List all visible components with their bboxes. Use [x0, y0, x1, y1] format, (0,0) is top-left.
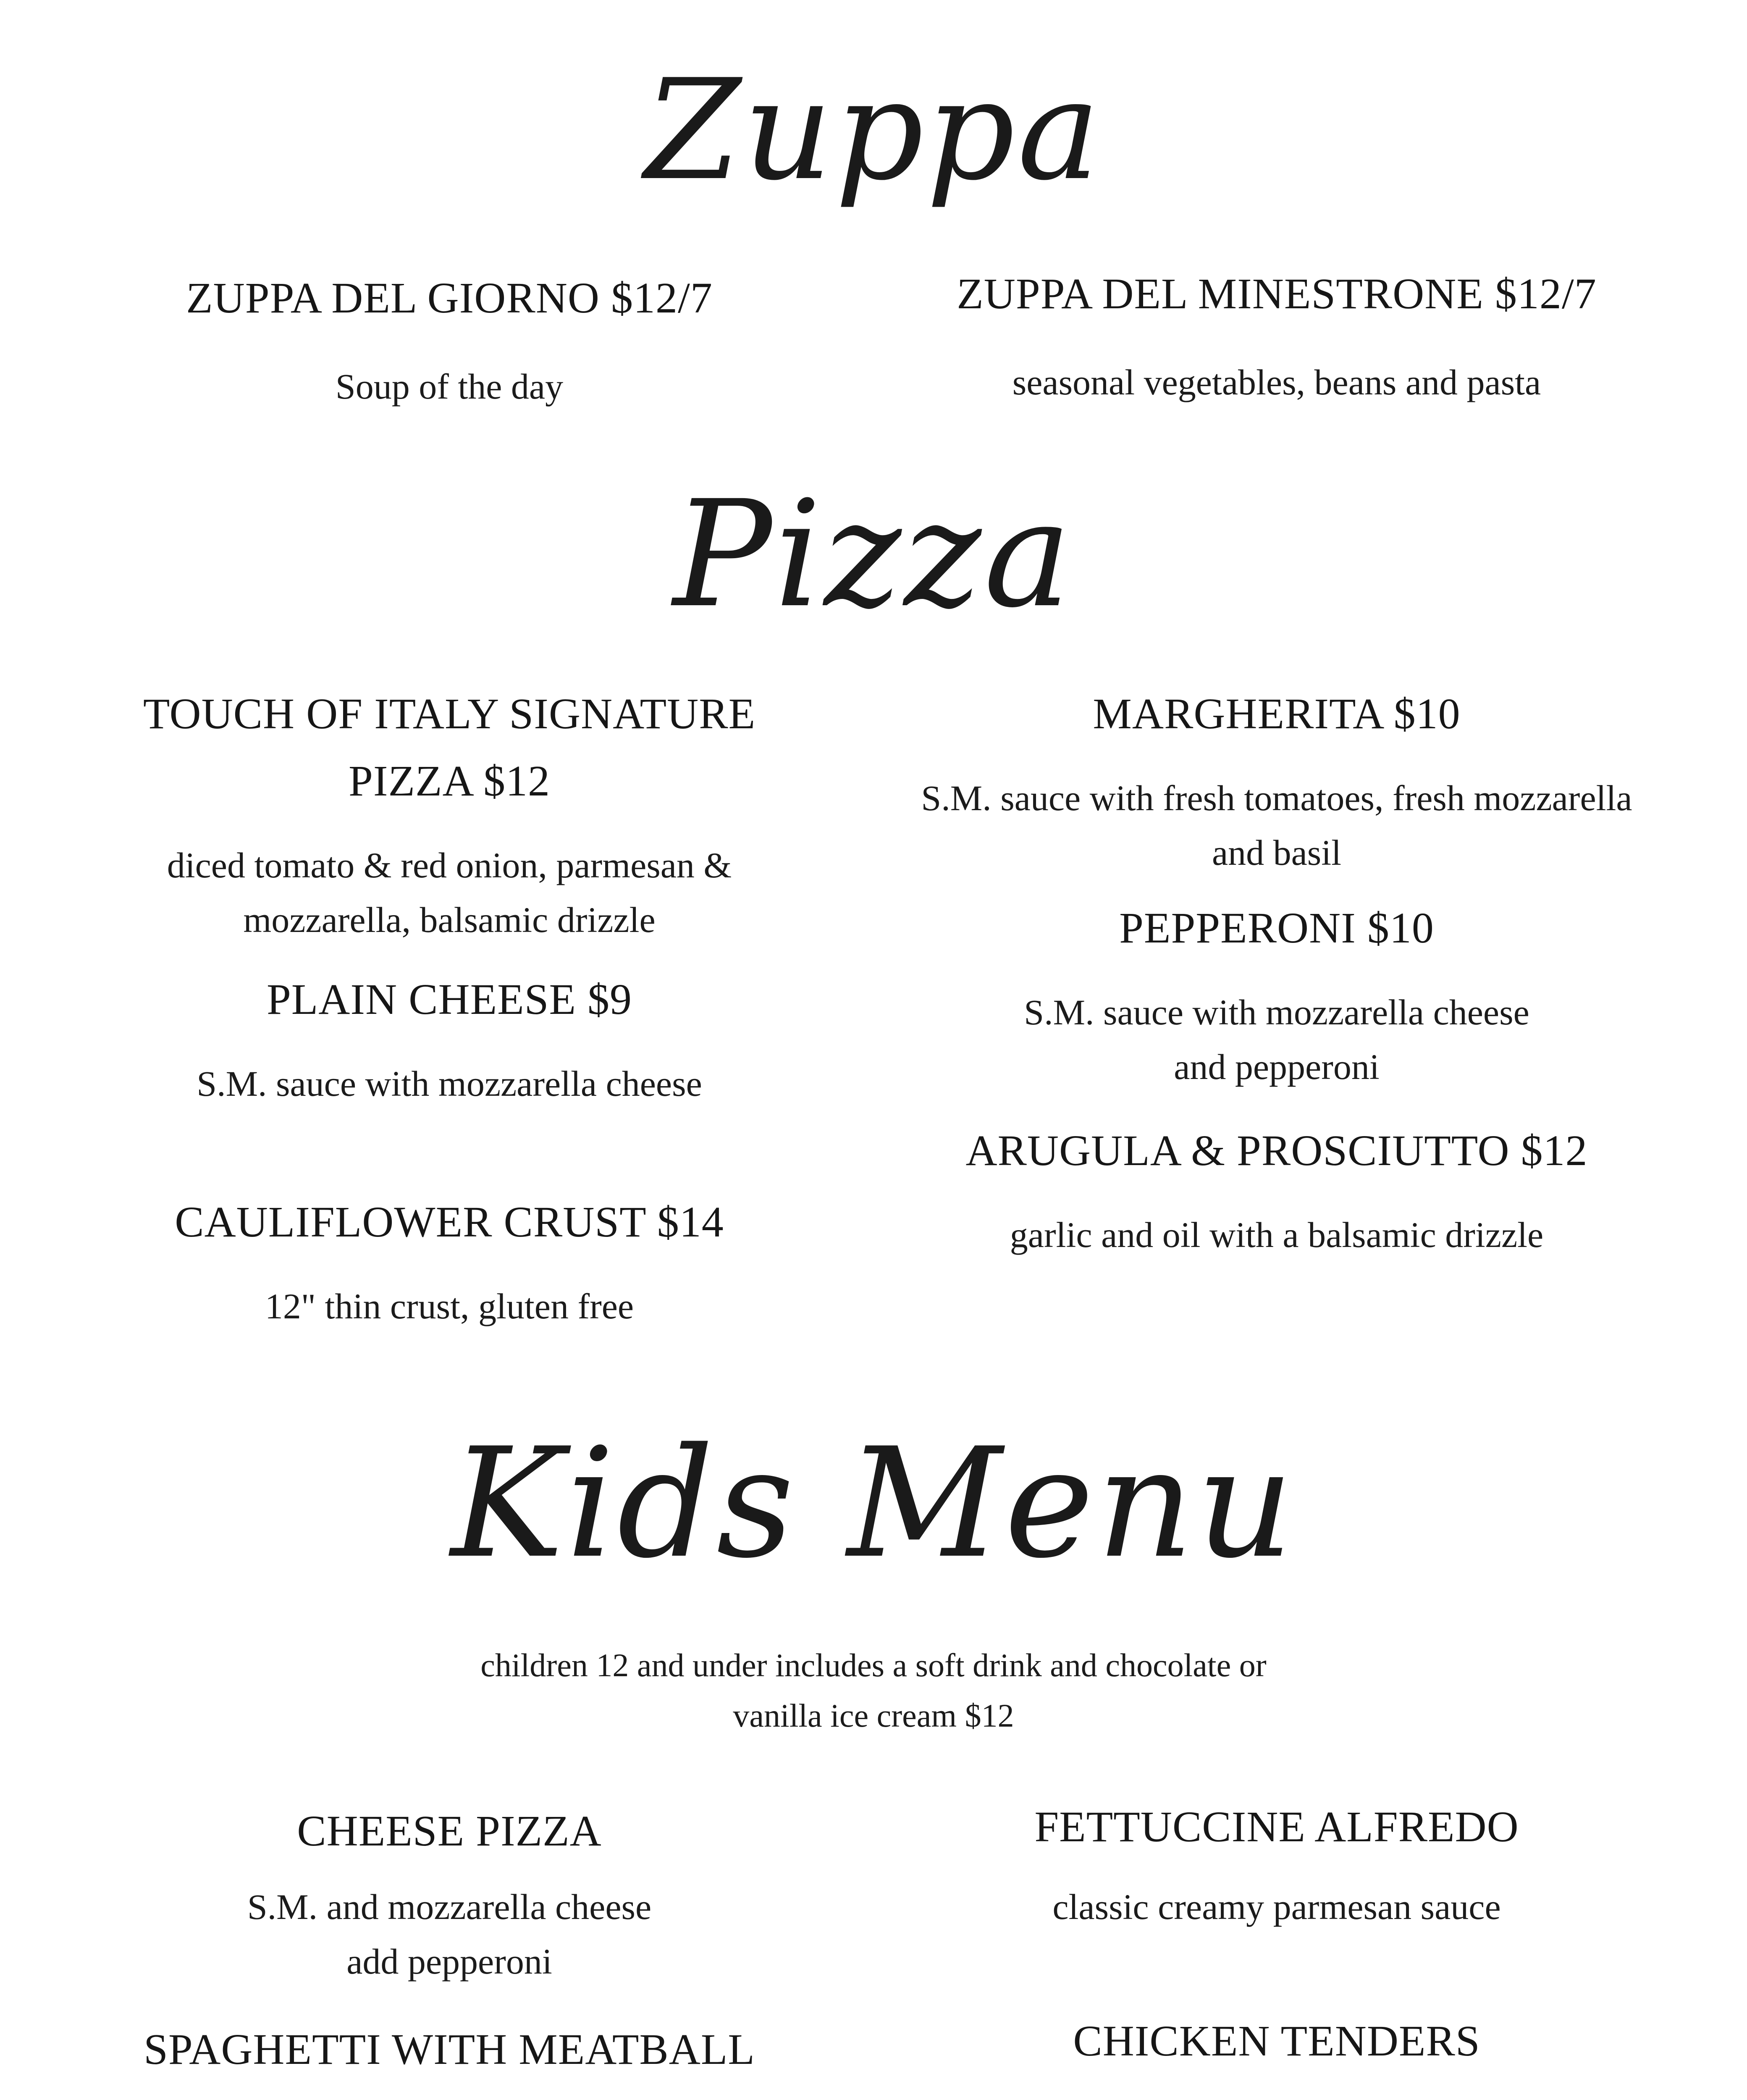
pizza-heading: Pizza [673, 469, 1074, 640]
arugula-prosciutto-title: ARUGULA & PROSCIUTTO $12 [965, 1126, 1588, 1175]
signature-pizza-desc-line2: mozzarella, balsamic drizzle [243, 900, 656, 940]
cauliflower-crust-desc: 12" thin crust, gluten free [265, 1286, 634, 1326]
kids-spaghetti-title: SPAGHETTI WITH MEATBALL [144, 2025, 755, 2074]
plain-cheese-desc: S.M. sauce with mozzarella cheese [197, 1063, 702, 1104]
kids-intro-line2: vanilla ice cream $12 [733, 1697, 1014, 1734]
signature-pizza-title-line2: PIZZA $12 [349, 757, 550, 805]
kids-fettuccine-title: FETTUCCINE ALFREDO [1034, 1803, 1519, 1851]
kids-cheese-pizza-desc-line1: S.M. and mozzarella cheese [247, 1887, 652, 1927]
plain-cheese-title: PLAIN CHEESE $9 [266, 975, 632, 1024]
margherita-title: MARGHERITA $10 [1093, 690, 1461, 738]
kids-intro-line1: children 12 and under includes a soft drink and chocolate or [480, 1647, 1267, 1683]
zuppa-del-giorno-title: ZUPPA DEL GIORNO $12/7 [186, 274, 713, 322]
margherita-desc-line2: and basil [1212, 832, 1342, 873]
zuppa-del-minestrone-desc: seasonal vegetables, beans and pasta [1012, 362, 1541, 402]
kids-cheese-pizza-title: CHEESE PIZZA [297, 1807, 602, 1855]
pepperoni-desc-line2: and pepperoni [1174, 1047, 1380, 1087]
signature-pizza-title-line1: TOUCH OF ITALY SIGNATURE [143, 690, 756, 738]
kids-chicken-tenders-title: CHICKEN TENDERS [1073, 2017, 1480, 2065]
zuppa-del-giorno-desc: Soup of the day [335, 366, 564, 407]
zuppa-heading: Zuppa [644, 50, 1103, 211]
arugula-prosciutto-desc: garlic and oil with a balsamic drizzle [1010, 1215, 1544, 1255]
zuppa-del-minestrone-title: ZUPPA DEL MINESTRONE $12/7 [957, 270, 1597, 318]
cauliflower-crust-title: CAULIFLOWER CRUST $14 [175, 1198, 724, 1246]
signature-pizza-desc-line1: diced tomato & red onion, parmesan & [167, 845, 732, 885]
margherita-desc-line1: S.M. sauce with fresh tomatoes, fresh mozzarella [921, 778, 1632, 818]
kids-menu-heading: Kids Menu [451, 1415, 1296, 1591]
pepperoni-title: PEPPERONI $10 [1119, 904, 1434, 952]
kids-cheese-pizza-desc-line2: add pepperoni [346, 1941, 552, 1982]
kids-fettuccine-desc: classic creamy parmesan sauce [1052, 1887, 1501, 1927]
pepperoni-desc-line1: S.M. sauce with mozzarella cheese [1024, 992, 1529, 1032]
